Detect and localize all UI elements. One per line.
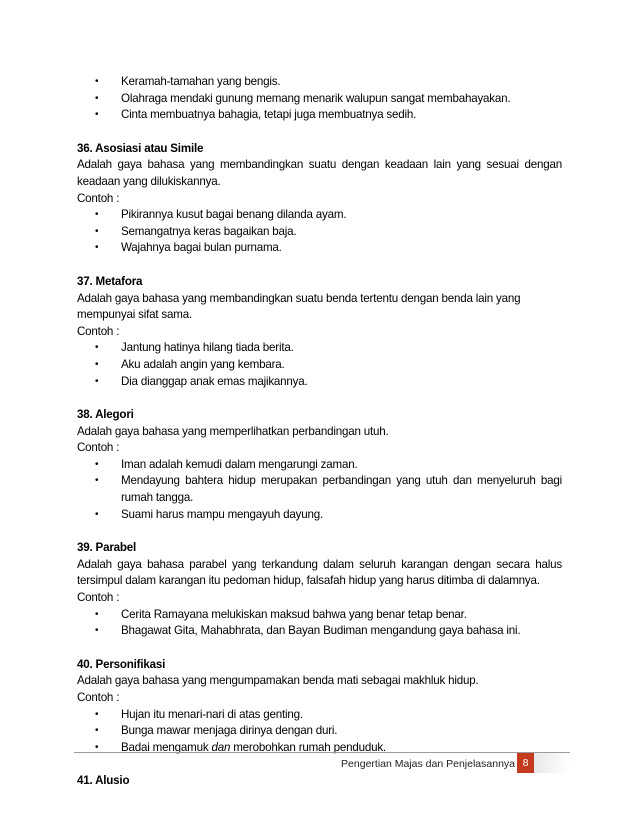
example-list <box>77 707 562 757</box>
section-parabel <box>77 540 562 640</box>
list-item: • Olahraga mendaki gunung memang menarik walupun sangat membahayakan. <box>91 91 562 108</box>
section-definition: Adalah gaya bahasa parabel yang terkandung dalam seluruh karangan dengan secara halus tersimpul dalam karangan itu pedoman hidup, falsafah hidup yang harus ditimba di dalamnya. <box>77 557 562 588</box>
bullet-icon: • <box>95 76 99 87</box>
example-list <box>77 340 562 390</box>
bullet-icon: • <box>95 109 99 121</box>
section-heading: 37. Metafora <box>77 274 143 288</box>
list-item: • Dia dianggap anak emas majikannya. <box>91 374 562 391</box>
section-definition: Adalah gaya bahasa yang memperlihatkan perbandingan utuh. <box>77 424 389 438</box>
bullet-icon: • <box>95 475 99 487</box>
list-item: • Aku adalah angin yang kembara. <box>91 357 562 374</box>
list-item: • Wajahnya bagai bulan purnama. <box>91 240 562 257</box>
section-heading: 39. Parabel <box>77 541 137 555</box>
list-item: • Badai mengamuk dan merobohkan rumah penduduk. <box>91 740 562 757</box>
list-item: • Hujan itu menari-nari di atas genting. <box>91 707 562 724</box>
bullet-icon: • <box>95 708 99 720</box>
list-item: • Pikirannya kusut bagai benang dilanda ayam. <box>91 207 562 224</box>
bullet-icon: • <box>95 741 99 753</box>
bullet-icon: • <box>95 375 99 387</box>
bullet-icon: • <box>95 358 99 370</box>
list-item: • Bunga mawar menjaga dirinya dengan duri. <box>91 723 562 740</box>
section-definition: Adalah gaya bahasa yang mengumpamakan benda mati sebagai makhluk hidup. <box>77 674 479 688</box>
footer-shade <box>534 753 570 773</box>
section-personifikasi <box>77 657 562 757</box>
section-alusio <box>77 773 562 790</box>
bullet-icon: • <box>95 625 99 637</box>
section-simile <box>77 141 562 257</box>
footer-title: Pengertian Majas dan Penjelasannya <box>341 758 515 770</box>
section-heading: 38. Alegori <box>77 408 134 422</box>
list-item: • Bhagawat Gita, Mahabhrata, dan Bayan Budiman mengandung gaya bahasa ini. <box>91 623 562 640</box>
section-heading: 41. Alusio <box>77 774 130 788</box>
section-alegori <box>77 407 562 523</box>
section-definition: Adalah gaya bahasa yang membandingkan suatu dengan keadaan lain yang sesuai dengan keadaan yang dilukiskannya. <box>77 158 562 188</box>
bullet-icon: • <box>95 225 99 237</box>
example-label: Contoh : <box>77 191 120 205</box>
list-item: • Mendayung bahtera hidup merupakan perbandingan yang utuh dan menyeluruh bagi rumah tangga. <box>95 474 562 505</box>
list-item: • Cinta membuatnya bahagia, tetapi juga membuatnya sedih. <box>91 107 562 124</box>
example-label: Contoh : <box>77 324 120 338</box>
list-item: • Cerita Ramayana melukiskan maksud bahwa yang benar tetap benar. <box>91 607 562 624</box>
example-label: Contoh : <box>77 691 120 704</box>
example-label: Contoh : <box>77 441 120 455</box>
top-bullet-list <box>77 74 562 124</box>
list-item: • Keramah-tamahan yang bengis. <box>91 74 562 91</box>
list-item: • Suami harus mampu mengayuh dayung. <box>91 507 562 524</box>
bullet-icon: • <box>95 342 99 354</box>
bullet-icon: • <box>95 725 99 737</box>
bullet-icon: • <box>95 508 99 520</box>
bullet-icon: • <box>95 458 99 470</box>
page-content <box>77 74 562 790</box>
bullet-icon: • <box>95 608 99 620</box>
footer-divider <box>74 752 570 753</box>
example-label: Contoh : <box>77 591 120 605</box>
list-item: • Semangatnya keras bagaikan baja. <box>91 224 562 241</box>
section-metafora <box>77 274 562 390</box>
bullet-icon: • <box>95 209 99 221</box>
example-list <box>77 207 562 257</box>
bullet-icon: • <box>95 242 99 254</box>
list-item: • Jantung hatinya hilang tiada berita. <box>91 340 562 357</box>
list-item: • Iman adalah kemudi dalam mengarungi zaman. <box>91 457 562 474</box>
bullet-icon: • <box>95 92 99 104</box>
section-heading: 36. Asosiasi atau Simile <box>77 141 204 155</box>
section-heading: 40. Personifikasi <box>77 657 166 671</box>
page-number-badge: 8 <box>517 753 534 773</box>
example-list <box>77 457 562 523</box>
section-definition: Adalah gaya bahasa yang membandingkan suatu benda tertentu dengan benda lain yang mempunyai sifat sama. <box>77 291 521 322</box>
example-list <box>77 607 562 640</box>
